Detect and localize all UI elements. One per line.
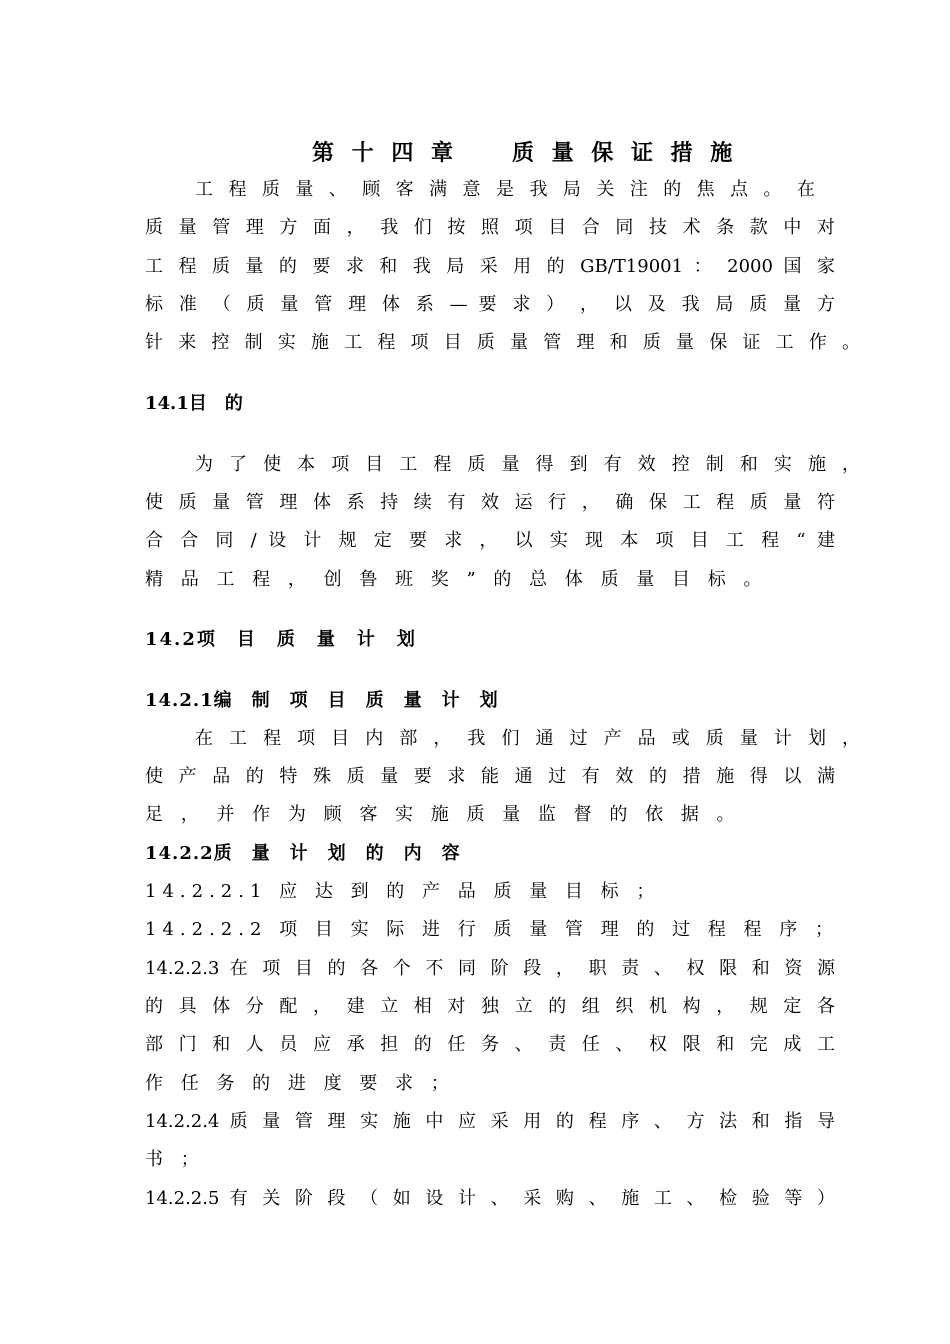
- list-item-14-2-2-4: 14.2.2.4 质 量 管 理 实 施 中 应 采 用 的 程 序 、 方 法 和 指 导: [145, 1111, 835, 1132]
- list-item-14-2-2-3-cont-1: 的 具 体 分 配 ， 建 立 相 对 独 立 的 组 织 机 构 ， 规 定 各: [145, 996, 835, 1017]
- s1421-line-3: 足 ， 并 作 为 顾 客 实 施 质 量 监 督 的 依 据 。: [145, 804, 741, 825]
- s141-line-4: 精 品 工 程 ， 创 鲁 班 奖 ” 的 总 体 质 量 目 标 。: [145, 569, 768, 590]
- intro-line-1: 工 程 质 量 、 顾 客 满 意 是 我 局 关 注 的 焦 点 。 在: [195, 179, 815, 200]
- s141-line-3: 合 合 同 / 设 计 规 定 要 求 ， 以 实 现 本 项 目 工 程 “ 建: [145, 530, 835, 551]
- section-14-2-heading: 14.2项 目 质 量 计 划: [145, 629, 417, 650]
- s141-line-1: 为 了 使 本 项 目 工 程 质 量 得 到 有 效 控 制 和 实 施 ，: [195, 454, 860, 475]
- section-14-1-heading: 14.1目 的: [145, 393, 243, 414]
- list-item-14-2-2-3-cont-3: 作 任 务 的 进 度 要 求 ；: [145, 1073, 455, 1094]
- intro-line-4: 标 准 （ 质 量 管 理 体 系 — 要 求 ） ， 以 及 我 局 质 量 方: [145, 294, 835, 315]
- intro-line-3: 工 程 质 量 的 要 求 和 我 局 采 用 的 GB/T19001 ： 2000 国 家: [145, 256, 835, 277]
- chapter-title: 第 十 四 章 质 量 保 证 措 施: [312, 140, 738, 166]
- list-item-14-2-2-5: 14.2.2.5 有 关 阶 段 （ 如 设 计 、 采 购 、 施 工 、 检 验 等 ）: [145, 1188, 835, 1209]
- section-14-2-1-heading: 14.2.1编 制 项 目 质 量 计 划: [145, 690, 499, 711]
- list-item-14-2-2-3: 14.2.2.3 在 项 目 的 各 个 不 同 阶 段 ， 职 责 、 权 限 和 资 源: [145, 958, 835, 979]
- list-item-14-2-2-3-cont-2: 部 门 和 人 员 应 承 担 的 任 务 、 责 任 、 权 限 和 完 成 工: [145, 1034, 835, 1055]
- section-14-2-2-heading: 14.2.2质 量 计 划 的 内 容: [145, 843, 461, 864]
- s141-line-2: 使 质 量 管 理 体 系 持 续 有 效 运 行 ， 确 保 工 程 质 量 符: [145, 492, 835, 513]
- s1421-line-2: 使 产 品 的 特 殊 质 量 要 求 能 通 过 有 效 的 措 施 得 以 满: [145, 766, 835, 787]
- intro-line-5: 针 来 控 制 实 施 工 程 项 目 质 量 管 理 和 质 量 保 证 工 作 。: [145, 332, 860, 353]
- list-item-14-2-2-4-cont: 书 ；: [145, 1149, 205, 1170]
- list-item-14-2-2-2: 14.2.2.2 项 目 实 际 进 行 质 量 管 理 的 过 程 程 序 ；: [145, 919, 839, 940]
- intro-line-2: 质 量 管 理 方 面 ， 我 们 按 照 项 目 合 同 技 术 条 款 中 对: [145, 217, 835, 238]
- list-item-14-2-2-1: 14.2.2.1 应 达 到 的 产 品 质 量 目 标 ；: [145, 881, 661, 902]
- s1421-line-1: 在 工 程 项 目 内 部 ， 我 们 通 过 产 品 或 质 量 计 划 ，: [195, 728, 860, 749]
